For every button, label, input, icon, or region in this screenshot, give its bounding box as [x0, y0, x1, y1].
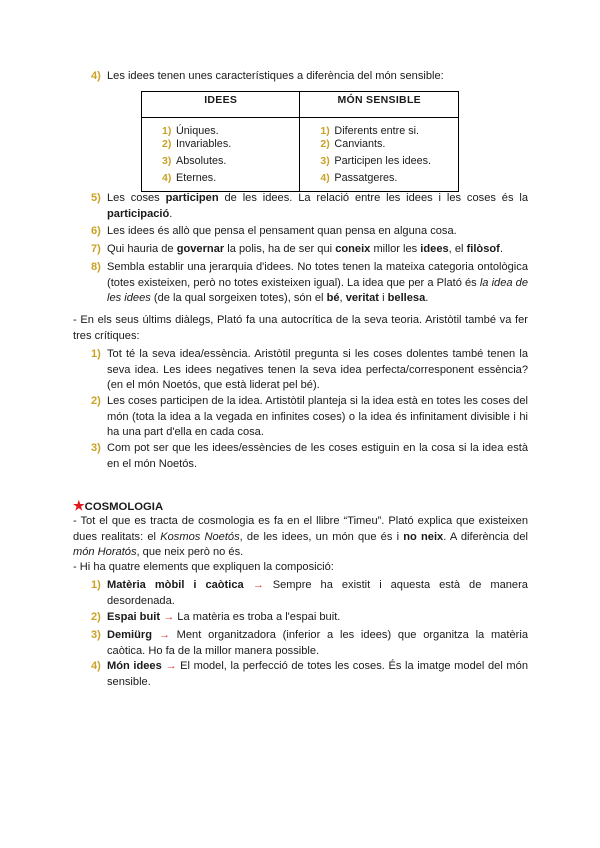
list-item-6: 6) Les idees és allò que pensa el pensament quan pensa en alguna cosa. — [91, 224, 528, 240]
arrow-icon: → — [158, 629, 170, 641]
table-row: 1) Diferents entre si. — [320, 125, 420, 137]
arrow-icon: → — [163, 611, 175, 623]
table-row: 1) Úniques. — [162, 125, 219, 137]
item-text: Sembla establir una jerarquia d'idees. No totes tenen la mateixa categoria ontològica (totes existeixen, però no totes existeixen igual). La idea que per a Plató és la idea de les idees (de la qual sorgeixen totes), són el bé, veritat i bellesa. — [107, 261, 528, 304]
critique-intro: - En els seus últims diàlegs, Plató fa una autocrítica de la seva teoria. Aristòtil també va fer tres crítiques: — [73, 314, 528, 342]
arrow-icon: → — [252, 579, 264, 591]
table-row: 4) Passatgeres. — [320, 172, 398, 184]
critique-3: 3) Com pot ser que les idees/essències de les coses estiguin en la cosa si la idea està en el món Noetós. — [91, 442, 528, 470]
arrow-icon: → — [165, 660, 177, 672]
list-item-8: 8) Sembla establir una jerarquia d'idees. No totes tenen la mateixa categoria ontològica (totes existeixen, però no totes existeixen igual). La idea que per a Plató és la idea de les idees (de la qual sorgeixen totes), són el bé, veritat i bellesa. — [91, 260, 528, 307]
item-text: Les coses participen de les idees. La relació entre les idees i les coses és la participació. — [107, 192, 529, 220]
element-1: 1) Matèria mòbil i caòtica → Sempre ha existit i aquesta està de manera desordenada. — [91, 579, 528, 607]
cosmology-paragraph: - Tot el que es tracta de cosmologia es fa en el llibre “Timeu”. Plató explica que existeixen dues realitats: el Kosmos Noetós, de les idees, un món que és i no neix. A diferència del món Horatós, que neix però no és. — [73, 515, 528, 558]
item-number: 4) — [91, 70, 101, 82]
list-item-4 — [91, 69, 528, 85]
element-4: 4) Món idees → El model, la perfecció de totes les coses. És la imatge model del món sensible. — [91, 660, 528, 688]
item-text: Les idees tenen unes característiques a diferència del món sensible: — [107, 70, 444, 82]
table-row: 3) Participen les idees. — [320, 155, 432, 167]
star-icon: ★ — [73, 498, 85, 513]
ideas-column — [142, 118, 300, 192]
item-text: Les idees és allò que pensa el pensament quan pensa en alguna cosa. — [107, 225, 457, 237]
critique-1: 1) Tot té la seva idea/essència. Aristòtil pregunta si les coses dolentes també tenen la seva idea. Les idees negatives tenen la seva idea perfecta/corresponent essència? (en el món Noetós, que està liderat pel bé). — [91, 348, 528, 391]
elements-intro: - Hi ha quatre elements que expliquen la composició: — [73, 561, 334, 573]
header-sensible: MÓN SENSIBLE — [300, 92, 459, 118]
critique-2: 2) Les coses participen de la idea. Artistòtil planteja si la idea està en totes les coses del món (tota la idea a la vegada en infinites coses) o la idea és infinitament divisible i hi ha una part d'ella en cada cosa. — [91, 395, 528, 438]
list-item-7: 7) Qui hauria de governar la polis, ha de ser qui coneix millor les idees, el filòsof. — [91, 242, 528, 258]
sensible-column — [300, 118, 459, 192]
element-3: 3) Demiürg → Ment organitzadora (inferior a les idees) que organitza la matèria caòtica. Ho fa de la millor manera possible. — [91, 629, 528, 657]
header-ideas: IDEES — [142, 92, 300, 118]
ideas-vs-sensible-table — [141, 91, 459, 192]
element-2: 2) Espai buit → La matèria es troba a l'espai buit. — [91, 611, 341, 623]
table-row: 2) Invariables. — [162, 138, 232, 150]
list-item-5: 5) Les coses participen de les idees. La relació entre les idees i les coses és la participació. — [91, 191, 528, 222]
section-title: COSMOLOGIA — [84, 501, 164, 513]
table-row: 3) Absolutes. — [162, 155, 227, 167]
section-heading-cosmologia — [73, 498, 163, 516]
table-row: 4) Eternes. — [162, 172, 217, 184]
item-text: Qui hauria de governar la polis, ha de ser qui coneix millor les idees, el filòsof. — [107, 243, 503, 255]
table-row: 2) Canviants. — [320, 138, 386, 150]
